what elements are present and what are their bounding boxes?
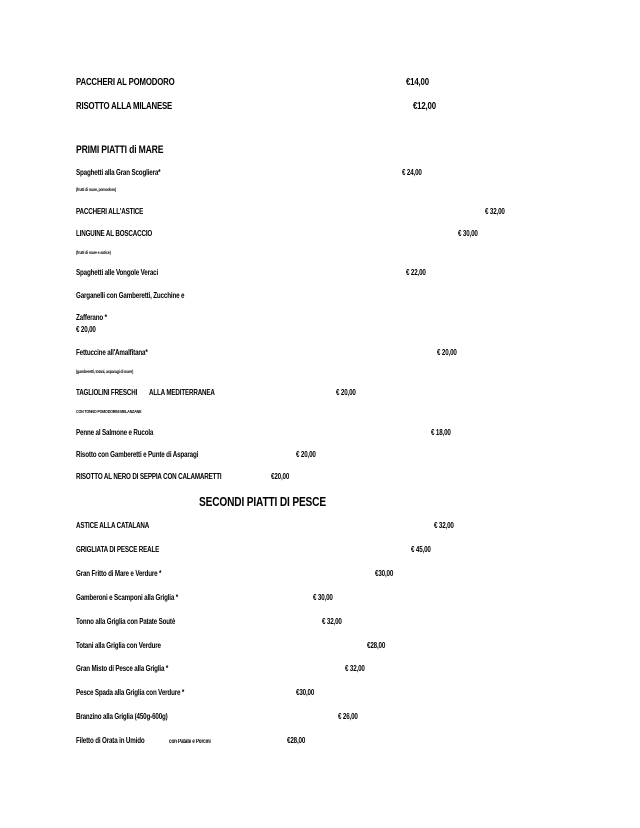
menu-item-price: €28,00 <box>367 641 386 650</box>
menu-item-name-cont: Zafferano * <box>76 313 107 322</box>
menu-item-name: Fettuccine all'Amalfitana* <box>76 348 148 357</box>
menu-item-name-b: ALLA MEDITERRANEA <box>149 388 215 397</box>
menu-item-name: Pesce Spada alla Griglia con Verdure * <box>76 688 185 697</box>
menu-item-price: €28,00 <box>287 736 306 745</box>
menu-item-price: € 24,00 <box>402 168 422 177</box>
menu-item-price: € 32,00 <box>485 207 505 216</box>
menu-item-name: Tonno alla Griglia con Patate Soutè <box>76 617 176 626</box>
menu-item-name: TAGLIOLINI FRESCHI <box>76 388 138 397</box>
menu-item-name: Spaghetti alla Gran Scogliera* <box>76 168 161 177</box>
menu-item-name: ASTICE ALLA CATALANA <box>76 521 150 530</box>
section-title-primi: PRIMI PIATTI di MARE <box>76 144 164 156</box>
menu-item-name: Garganelli con Gamberetti, Zucchine e <box>76 291 185 300</box>
menu-item-note: (frutti di mare e astice) <box>76 250 111 255</box>
menu-item-name: PACCHERI AL POMODORO <box>76 77 175 88</box>
menu-item-name: Branzino alla Griglia (450g-600g) <box>76 712 168 721</box>
menu-item-name: Totani alla Griglia con Verdure <box>76 641 161 650</box>
menu-item-price: € 45,00 <box>411 545 431 554</box>
menu-item-price: € 32,00 <box>345 664 365 673</box>
menu-item-name: GRIGLIATA DI PESCE REALE <box>76 545 160 554</box>
menu-item-name: Gran Fritto di Mare e Verdure * <box>76 569 162 578</box>
menu-item-price: € 32,00 <box>322 617 342 626</box>
menu-item-name: Gran Misto di Pesce alla Griglia * <box>76 664 169 673</box>
menu-item-price: € 20,00 <box>437 348 457 357</box>
menu-item-name: Gamberoni e Scamponi alla Griglia * <box>76 593 179 602</box>
menu-item-note: con Patate e Porcini <box>169 739 211 745</box>
menu-item-price: €12,00 <box>413 101 436 112</box>
menu-item-name: Penne al Salmone e Rucola <box>76 428 154 437</box>
menu-item-price: €20,00 <box>271 472 290 481</box>
menu-item-name: RISOTTO ALLA MILANESE <box>76 101 173 112</box>
menu-item-price: € 26,00 <box>338 712 358 721</box>
menu-item-price: €14,00 <box>406 77 429 88</box>
menu-item-name: Filetto di Orata in Umido <box>76 736 145 745</box>
menu-item-name: PACCHERI ALL'ASTICE <box>76 207 144 216</box>
menu-item-price: € 22,00 <box>406 268 426 277</box>
menu-item-price: € 20,00 <box>76 325 96 334</box>
menu-item-price: € 20,00 <box>336 388 356 397</box>
menu-item-name: LINGUINE AL BOSCACCIO <box>76 229 153 238</box>
menu-item-price: € 18,00 <box>431 428 451 437</box>
menu-item-name: Risotto con Gamberetti e Punte di Asparagi <box>76 450 199 459</box>
menu-item-name: RISOTTO AL NERO DI SEPPIA CON CALAMARETTI <box>76 472 222 481</box>
menu-item-note: CON TONNO POMODORINI MELANZANE <box>76 409 142 414</box>
menu-item-price: € 30,00 <box>458 229 478 238</box>
menu-item-price: € 32,00 <box>434 521 454 530</box>
menu-item-price: € 20,00 <box>296 450 316 459</box>
menu-item-note: (gamberetti, totani, asparagi di mare) <box>76 369 134 374</box>
section-title-secondi: SECONDI PIATTI DI PESCE <box>199 494 326 509</box>
menu-item-price: €30,00 <box>296 688 315 697</box>
menu-item-note: (frutti di mare, pomodoro) <box>76 187 117 192</box>
menu-item-name: Spaghetti alle Vongole Veraci <box>76 268 159 277</box>
menu-item-price: €30,00 <box>375 569 394 578</box>
menu-item-price: € 30,00 <box>313 593 333 602</box>
